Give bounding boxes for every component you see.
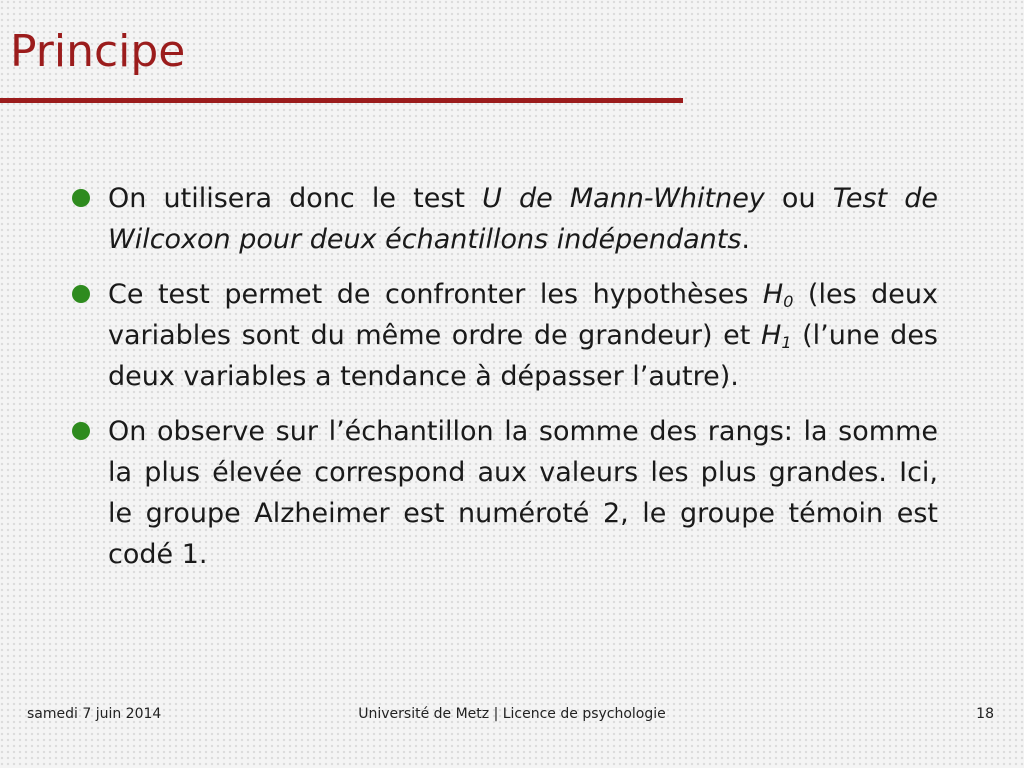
footer-date: samedi 7 juin 2014 <box>27 706 162 722</box>
bullet-item <box>72 274 938 397</box>
hypothesis-h1: H <box>761 320 782 351</box>
bullet-dot-icon <box>72 189 90 207</box>
bullet-dot-icon <box>72 422 90 440</box>
footer-page-number: 18 <box>976 706 994 722</box>
bullet-text <box>108 274 938 397</box>
bullet-item <box>72 411 938 575</box>
hypothesis-h0: H <box>762 279 784 310</box>
bullet-text-segment: (l’une des deux variables a tendance à dépasser l’autre). <box>108 320 938 392</box>
footer-institution: Université de Metz | Licence de psychologie <box>358 706 666 722</box>
hypothesis-h0-subscript: 0 <box>783 292 794 311</box>
bullet-text-segment: On utilisera donc le test <box>108 183 483 214</box>
bullet-text-segment: ou <box>764 183 833 214</box>
bullet-text-segment: (les deux variables sont du même ordre de grandeur) et <box>108 279 938 351</box>
slide-title: Principe <box>10 26 186 77</box>
test-name-wilcoxon: Test de Wilcoxon pour deux échantillons indépendants <box>108 183 938 255</box>
bullet-item <box>72 178 938 260</box>
bullet-text-segment: Ce test permet de confronter les hypothèses <box>108 279 763 310</box>
bullet-text <box>108 178 938 260</box>
bullet-text: On observe sur l’échantillon la somme des rangs: la somme la plus élevée correspond aux valeurs les plus grandes. Ici, le groupe Alzheimer est numéroté 2, le groupe témoin est codé 1. <box>108 416 938 570</box>
hypothesis-h1-subscript: 1 <box>781 333 792 352</box>
bullet-text-segment: . <box>741 224 750 255</box>
title-underline <box>0 98 683 103</box>
test-name-mann-whitney: U de Mann-Whitney <box>482 183 765 214</box>
bullet-list <box>72 178 938 589</box>
bullet-dot-icon <box>72 285 90 303</box>
